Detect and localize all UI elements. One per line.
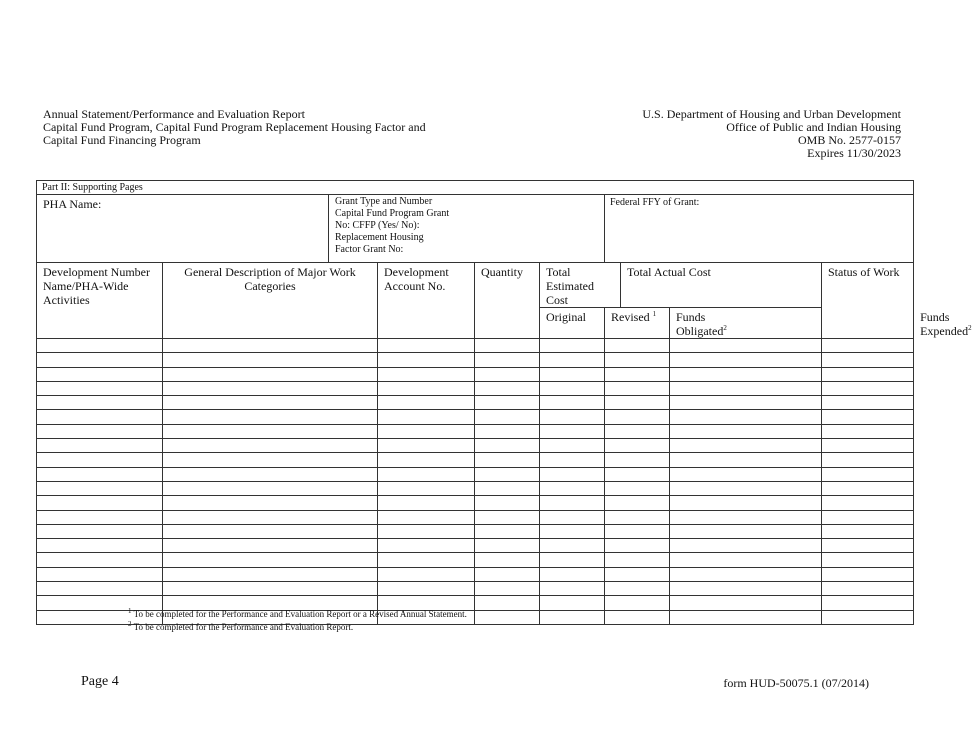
entry-cell[interactable] [822, 553, 914, 567]
entry-cell[interactable] [605, 582, 670, 596]
entry-cell[interactable] [540, 381, 605, 395]
entry-cell[interactable] [163, 381, 378, 395]
entry-cell[interactable] [670, 539, 822, 553]
pha-name-label: PHA Name: [43, 197, 102, 211]
entry-cell[interactable] [475, 524, 540, 538]
entry-cell[interactable] [605, 510, 670, 524]
entry-cell[interactable] [670, 582, 822, 596]
entry-cell[interactable] [163, 353, 378, 367]
col-status-of-work: Status of Work [822, 263, 914, 339]
entry-cell[interactable] [670, 510, 822, 524]
entry-cell[interactable] [163, 553, 378, 567]
entry-cell[interactable] [37, 567, 163, 581]
table-row [37, 596, 914, 610]
footnote-1-marker: 1 [128, 607, 132, 615]
entry-cell[interactable] [670, 396, 822, 410]
entry-cell[interactable] [670, 424, 822, 438]
entry-cell[interactable] [378, 524, 475, 538]
entry-cell[interactable] [605, 610, 670, 624]
entry-cell[interactable] [540, 410, 605, 424]
table-row [37, 467, 914, 481]
entry-cell[interactable] [475, 567, 540, 581]
entry-cell[interactable] [475, 496, 540, 510]
table-row [37, 424, 914, 438]
entry-cell[interactable] [670, 367, 822, 381]
entry-cell[interactable] [378, 510, 475, 524]
entry-cell[interactable] [540, 439, 605, 453]
entry-cell[interactable] [475, 582, 540, 596]
entry-cell[interactable] [605, 553, 670, 567]
entry-cell[interactable] [475, 539, 540, 553]
entry-cell[interactable] [37, 539, 163, 553]
entry-cell[interactable] [822, 410, 914, 424]
entry-cell[interactable] [163, 481, 378, 495]
col-general-description: General Description of Major Work Categories [163, 263, 378, 339]
entry-cell[interactable] [163, 410, 378, 424]
entry-cell[interactable] [37, 496, 163, 510]
entry-cell[interactable] [822, 510, 914, 524]
omb-number: OMB No. 2577-0157 [797, 133, 901, 147]
entry-cell[interactable] [37, 424, 163, 438]
entry-cell[interactable] [822, 467, 914, 481]
entry-cell[interactable] [605, 424, 670, 438]
entry-cell[interactable] [378, 567, 475, 581]
entry-cell[interactable] [605, 496, 670, 510]
entry-cell[interactable] [822, 439, 914, 453]
entry-cell[interactable] [163, 339, 378, 353]
entry-cell[interactable] [163, 367, 378, 381]
entry-cell[interactable] [475, 424, 540, 438]
entry-cell[interactable] [540, 396, 605, 410]
entry-cell[interactable] [378, 367, 475, 381]
entry-cell[interactable] [378, 553, 475, 567]
entry-cell[interactable] [475, 467, 540, 481]
subcol-funds-obligated [670, 308, 822, 339]
header-left [43, 108, 426, 147]
entry-cell[interactable] [822, 424, 914, 438]
report-title-line-2: Capital Fund Program, Capital Fund Program Replacement Housing Factor and [43, 120, 426, 134]
entry-cell[interactable] [475, 353, 540, 367]
col-total-estimated-cost: Total Estimated Cost [540, 263, 621, 308]
pha-name-field[interactable] [37, 195, 329, 263]
entry-cell[interactable] [822, 582, 914, 596]
entry-cell[interactable] [605, 453, 670, 467]
entry-cell[interactable] [37, 524, 163, 538]
entry-cell[interactable] [822, 396, 914, 410]
entry-cell[interactable] [475, 410, 540, 424]
header-right [642, 108, 901, 160]
footnote-2-text: To be completed for the Performance and Evaluation Report. [133, 622, 354, 632]
entry-cell[interactable] [540, 539, 605, 553]
entry-cell[interactable] [475, 367, 540, 381]
entry-cell[interactable] [163, 467, 378, 481]
entry-cell[interactable] [670, 453, 822, 467]
entry-cell[interactable] [605, 567, 670, 581]
entry-cell[interactable] [378, 339, 475, 353]
footnote-1-text: To be completed for the Performance and Evaluation Report or a Revised Annual Statement. [133, 609, 467, 619]
table-row [37, 353, 914, 367]
office-name: Office of Public and Indian Housing [726, 120, 901, 134]
entry-cell[interactable] [670, 596, 822, 610]
entry-cell[interactable] [605, 396, 670, 410]
entry-cell[interactable] [475, 381, 540, 395]
entry-cell[interactable] [540, 582, 605, 596]
grant-type-line: Factor Grant No: [335, 244, 404, 255]
entry-cell[interactable] [37, 439, 163, 453]
entry-cell[interactable] [605, 539, 670, 553]
entry-cell[interactable] [605, 481, 670, 495]
entry-cell[interactable] [540, 467, 605, 481]
entry-cell[interactable] [540, 524, 605, 538]
entry-cell[interactable] [540, 553, 605, 567]
entry-cell[interactable] [37, 582, 163, 596]
entry-cell[interactable] [475, 339, 540, 353]
entry-rows [37, 339, 914, 625]
entry-cell[interactable] [605, 524, 670, 538]
table-row [37, 582, 914, 596]
entry-cell[interactable] [670, 610, 822, 624]
grant-type-field[interactable] [329, 195, 605, 263]
entry-cell[interactable] [605, 410, 670, 424]
entry-cell[interactable] [475, 553, 540, 567]
funds-expended-line2: Expended [920, 324, 969, 338]
entry-cell[interactable] [37, 553, 163, 567]
entry-cell[interactable] [670, 467, 822, 481]
entry-cell[interactable] [163, 524, 378, 538]
funds-obligated-footnote-marker: 2 [723, 324, 727, 332]
entry-cell[interactable] [37, 596, 163, 610]
subcol-revised [605, 308, 670, 339]
entry-cell[interactable] [605, 596, 670, 610]
entry-cell[interactable] [163, 582, 378, 596]
table-row [37, 539, 914, 553]
entry-cell[interactable] [822, 596, 914, 610]
entry-cell[interactable] [378, 410, 475, 424]
table-row [37, 339, 914, 353]
table-row [37, 453, 914, 467]
entry-cell[interactable] [540, 353, 605, 367]
entry-cell[interactable] [822, 367, 914, 381]
entry-cell[interactable] [822, 496, 914, 510]
entry-cell[interactable] [163, 453, 378, 467]
entry-cell[interactable] [540, 567, 605, 581]
entry-cell[interactable] [540, 424, 605, 438]
revised-footnote-marker: 1 [652, 310, 657, 318]
entry-cell[interactable] [670, 496, 822, 510]
entry-cell[interactable] [670, 339, 822, 353]
report-title-line-1: Annual Statement/Performance and Evaluation Report [43, 107, 305, 121]
entry-cell[interactable] [163, 567, 378, 581]
entry-cell[interactable] [37, 467, 163, 481]
entry-cell[interactable] [475, 481, 540, 495]
subcol-original: Original [540, 308, 605, 339]
part-label: Part II: Supporting Pages [37, 181, 914, 195]
entry-cell[interactable] [822, 353, 914, 367]
federal-ffy-field[interactable] [605, 195, 914, 263]
entry-cell[interactable] [37, 381, 163, 395]
grant-type-line: Capital Fund Program Grant [335, 208, 450, 219]
entry-cell[interactable] [540, 610, 605, 624]
entry-cell[interactable] [475, 510, 540, 524]
entry-cell[interactable] [163, 439, 378, 453]
footnote-2 [128, 622, 353, 633]
page-number: Page 4 [81, 674, 119, 689]
entry-cell[interactable] [475, 396, 540, 410]
federal-ffy-label: Federal FFY of Grant: [610, 197, 700, 208]
entry-cell[interactable] [822, 610, 914, 624]
form-number: form HUD-50075.1 (07/2014) [723, 676, 869, 690]
entry-cell[interactable] [540, 481, 605, 495]
entry-cell[interactable] [670, 353, 822, 367]
table-row [37, 367, 914, 381]
table-row [37, 410, 914, 424]
supporting-pages-table [36, 180, 972, 625]
funds-expended-footnote-marker: 2 [968, 324, 972, 332]
entry-cell[interactable] [605, 353, 670, 367]
entry-cell[interactable] [378, 439, 475, 453]
col-dev-account: Development Account No. [378, 263, 475, 339]
entry-cell[interactable] [378, 381, 475, 395]
entry-cell[interactable] [605, 381, 670, 395]
entry-cell[interactable] [822, 381, 914, 395]
table-row [37, 381, 914, 395]
entry-cell[interactable] [540, 596, 605, 610]
grant-type-line: No: CFFP (Yes/ No): [335, 220, 420, 231]
entry-cell[interactable] [822, 524, 914, 538]
entry-cell[interactable] [670, 410, 822, 424]
funds-expended-line1: Funds [920, 310, 950, 324]
entry-cell[interactable] [540, 453, 605, 467]
entry-cell[interactable] [378, 496, 475, 510]
entry-cell[interactable] [670, 524, 822, 538]
entry-cell[interactable] [378, 582, 475, 596]
grant-type-line: Replacement Housing [335, 232, 424, 243]
entry-cell[interactable] [378, 353, 475, 367]
entry-cell[interactable] [378, 396, 475, 410]
entry-cell[interactable] [540, 339, 605, 353]
table-row [37, 567, 914, 581]
col-total-actual-cost: Total Actual Cost [621, 263, 822, 308]
table-row [37, 439, 914, 453]
table-row [37, 496, 914, 510]
entry-cell[interactable] [475, 596, 540, 610]
col-quantity: Quantity [475, 263, 540, 339]
entry-cell[interactable] [37, 339, 163, 353]
col-dev-number: Development Number Name/PHA-Wide Activities [37, 263, 163, 339]
entry-cell[interactable] [163, 496, 378, 510]
table-row [37, 510, 914, 524]
entry-cell[interactable] [670, 381, 822, 395]
entry-cell[interactable] [378, 424, 475, 438]
entry-cell[interactable] [822, 539, 914, 553]
entry-cell[interactable] [475, 453, 540, 467]
entry-cell[interactable] [605, 339, 670, 353]
entry-cell[interactable] [378, 539, 475, 553]
report-title-line-3: Capital Fund Financing Program [43, 133, 201, 147]
entry-cell[interactable] [163, 539, 378, 553]
entry-cell[interactable] [822, 339, 914, 353]
funds-obligated-line1: Funds [676, 310, 706, 324]
footnote-2-marker: 2 [128, 620, 132, 628]
entry-cell[interactable] [670, 553, 822, 567]
entry-cell[interactable] [378, 596, 475, 610]
entry-cell[interactable] [378, 481, 475, 495]
entry-cell[interactable] [822, 567, 914, 581]
entry-cell[interactable] [822, 453, 914, 467]
funds-obligated-line2: Obligated [676, 324, 724, 338]
entry-cell[interactable] [37, 353, 163, 367]
entry-cell[interactable] [670, 481, 822, 495]
footnote-1 [128, 609, 467, 620]
entry-cell[interactable] [37, 453, 163, 467]
entry-cell[interactable] [37, 481, 163, 495]
entry-cell[interactable] [822, 481, 914, 495]
agency-name: U.S. Department of Housing and Urban Development [642, 107, 901, 121]
entry-cell[interactable] [378, 467, 475, 481]
entry-cell[interactable] [163, 424, 378, 438]
expiration-date: Expires 11/30/2023 [807, 146, 901, 160]
entry-cell[interactable] [670, 439, 822, 453]
table-row [37, 553, 914, 567]
table-row [37, 396, 914, 410]
entry-cell[interactable] [163, 510, 378, 524]
entry-cell[interactable] [540, 510, 605, 524]
revised-label: Revised [611, 310, 650, 324]
entry-cell[interactable] [670, 567, 822, 581]
table-row [37, 481, 914, 495]
entry-cell[interactable] [475, 439, 540, 453]
entry-cell[interactable] [540, 496, 605, 510]
grant-type-line: Grant Type and Number [335, 196, 433, 207]
entry-cell[interactable] [605, 467, 670, 481]
entry-cell[interactable] [163, 396, 378, 410]
entry-cell[interactable] [37, 367, 163, 381]
entry-cell[interactable] [378, 453, 475, 467]
entry-cell[interactable] [37, 396, 163, 410]
entry-cell[interactable] [605, 439, 670, 453]
entry-cell[interactable] [540, 367, 605, 381]
entry-cell[interactable] [37, 510, 163, 524]
table-row [37, 524, 914, 538]
entry-cell[interactable] [475, 610, 540, 624]
entry-cell[interactable] [605, 367, 670, 381]
entry-cell[interactable] [37, 410, 163, 424]
entry-cell[interactable] [163, 596, 378, 610]
